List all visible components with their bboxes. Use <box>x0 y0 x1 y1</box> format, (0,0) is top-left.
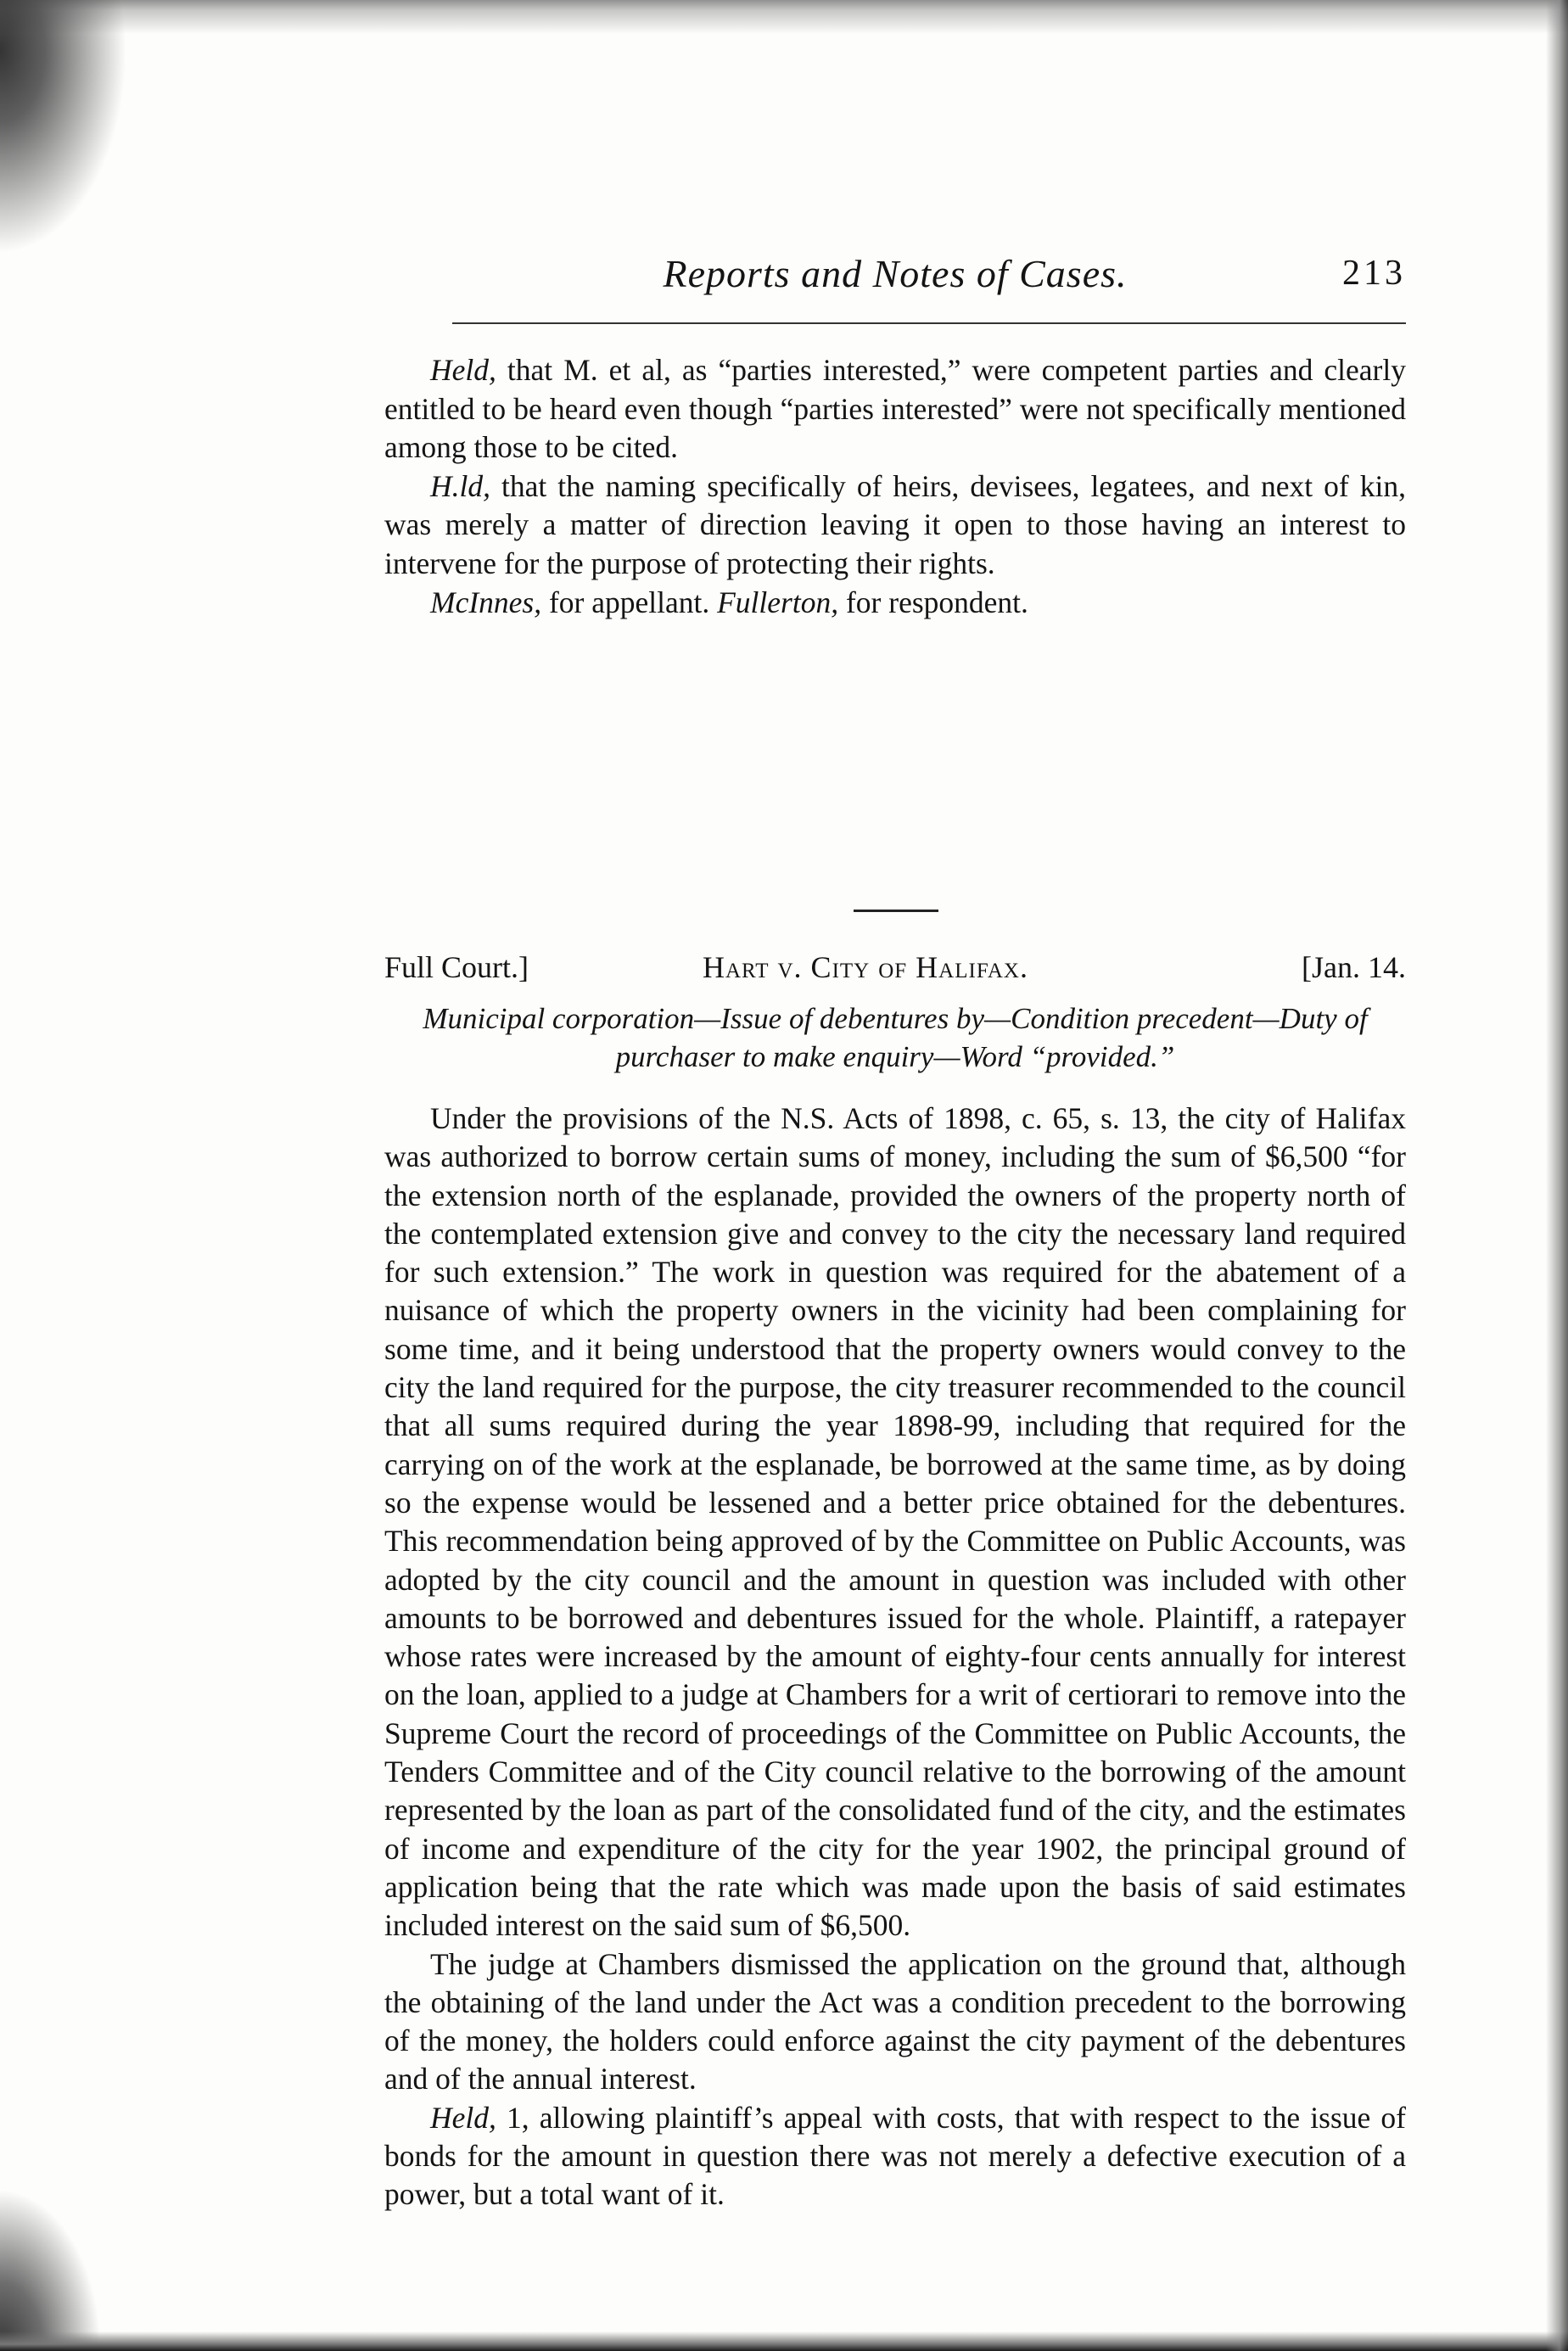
scan-edge-bottom-left <box>0 2189 102 2351</box>
held-text: that the naming specifically of heirs, devisees, legatees, and next of kin, was merely a matter of direction leaving it open to those having an interest to intervene for the purpose of protecting their rights. <box>384 468 1406 580</box>
section-divider <box>854 910 938 912</box>
case-court: Full Court.] <box>384 950 529 984</box>
held-label: Held, <box>430 353 496 387</box>
case-title: Hart v. City of Halifax. <box>703 950 1028 984</box>
case-paragraph-3 <box>384 2099 1406 2214</box>
running-head <box>384 251 1406 311</box>
page-number: 213 <box>1342 254 1406 293</box>
held-label: Held, <box>430 2100 496 2135</box>
held-label: H.ld, <box>430 468 490 503</box>
held-text: 1, allowing plaintiff’s appeal with costs, that with respect to the issue of bonds for the amount in question there was not merely a defective execution of a power, but a total want of it. <box>384 2100 1406 2212</box>
counsel-respondent-name: Fullerton, <box>717 585 839 619</box>
scan-edge-bottom <box>0 2331 1568 2351</box>
counsel-appellant-role: for appellant. <box>541 585 718 619</box>
case-heading <box>384 949 1406 992</box>
case-paragraph-2: The judge at Chambers dismissed the application on the ground that, although the obtaining of the land under the Act was a condition precedent to the borrowing of the money, the holders could enforce against the city payment of the debentures and of the annual interest. <box>384 1946 1406 2096</box>
header-rule <box>452 322 1406 324</box>
scan-edge-right <box>1546 0 1568 2351</box>
case-date: [Jan. 14. <box>1302 950 1406 984</box>
counsel-appellant-name: McInnes, <box>430 585 542 619</box>
counsel-respondent-role: for respondent. <box>838 585 1028 619</box>
case-body <box>384 1100 1406 2214</box>
case-paragraph-1: Under the provisions of the N.S. Acts of 1898, c. 65, s. 13, the city of Halifax was authorized to borrow certain sums of money, including the sum of $6,500 “for the extension north of the esplanade, provided the owners of the property north of the contemplated extension give and convey to the city the necessary land required for such extension.” The work in question was required for the abatement of a nuisance of which the property owners in the vicinity had been complaining for some time, and it being understood that the property owners would convey to the city the land required for the purpose, the city treasurer recommended to the council that all sums required during the year 1898-99, including that required for the carrying on of the work at the esplanade, be borrowed at the same time, as by doing so the expense would be lessened and a better price obtained for the debentures. This recommendation being approved of by the Committee on Public Accounts, was adopted by the city council and the amount in question was included with other amounts to be borrowed and debentures issued for the whole. Plaintiff, a ratepayer whose rates were increased by the amount of eighty-four cents annually for interest on the loan, applied to a judge at Chambers for a writ of certiorari to remove into the Supreme Court the record of proceedings of the Committee on Public Accounts, the Tenders Committee and of the City council relative to the borrowing of the amount represented by the loan as part of the consolidated fund of the city, and the estimates of income and expenditure of the city for the year 1902, the principal ground of application being that the rate which was made upon the basis of said estimates included interest on the said sum of $6,500. <box>384 1101 1406 1943</box>
held-text: that M. et al, as “parties interested,” were competent parties and clearly entitled to be heard even though “parties interested” were not specifically mentioned among those to be cited. <box>384 353 1406 465</box>
scan-edge-top <box>0 0 1568 34</box>
running-head-title: Reports and Notes of Cases. <box>663 252 1128 295</box>
case-headnote: Municipal corporation—Issue of debentures by—Condition precedent—Duty of purchaser to make enquiry—Word “provided.” <box>423 1002 1368 1073</box>
scan-edge-left <box>0 0 127 255</box>
held-paragraph-1 <box>384 351 1406 467</box>
counsel-line <box>384 584 1406 623</box>
prior-case-conclusion <box>384 351 1406 622</box>
page-content <box>384 251 1406 2212</box>
held-paragraph-2 <box>384 467 1406 584</box>
